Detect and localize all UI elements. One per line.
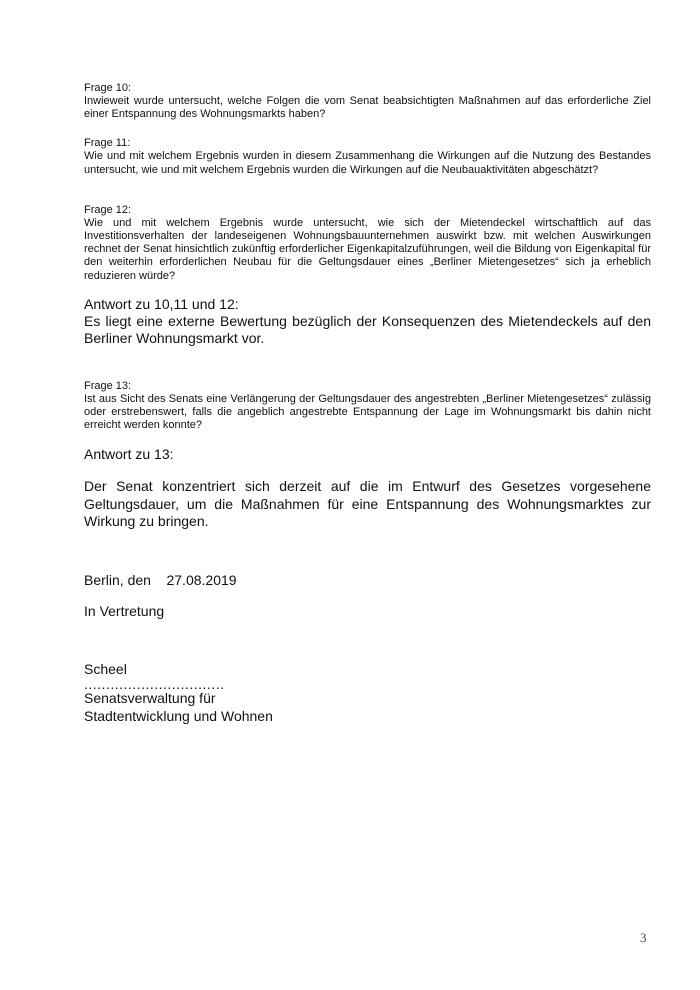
- office-line-2: Stadtentwicklung und Wohnen: [84, 707, 273, 724]
- question-10: [84, 82, 651, 121]
- answer-text: Es liegt eine externe Bewertung bezüglich der Konsequenzen des Mietendeckels auf den Berliner Wohnungsmarkt vor.: [84, 312, 651, 347]
- answer-13: [84, 446, 651, 531]
- signature-block: [84, 572, 651, 726]
- question-text: Ist aus Sicht des Senats eine Verlängerung der Geltungsdauer des angestrebten „Berliner Mietengesetzes“ zulässig oder erstrebenswert, falls die angeblich angestrebte Entspannung der Lage im Wohnungsmarkt bis dahin nicht erreicht werden konnte?: [84, 392, 651, 432]
- place-date: Berlin, den 27.08.2019: [84, 571, 237, 588]
- answer-text: Der Senat konzentriert sich derzeit auf die im Entwurf des Gesetzes vorgesehene Geltungsdauer, um die Maßnahmen für eine Entspannung des Wohnungsmarktes zur Wirkung zu bringen.: [84, 478, 651, 530]
- office-line-1: Senatsverwaltung für: [84, 690, 216, 707]
- page-number: 3: [640, 930, 647, 945]
- question-label: Frage 11:: [84, 137, 131, 150]
- signer-name: Scheel: [84, 660, 127, 677]
- document-page: [84, 82, 651, 725]
- answer-label: Antwort zu 10,11 und 12:: [84, 295, 239, 312]
- question-label: Frage 10:: [84, 82, 132, 94]
- signature-dots: ................................: [84, 676, 225, 693]
- question-13: [84, 380, 651, 433]
- answer-label: Antwort zu 13:: [84, 446, 174, 463]
- question-11: [84, 137, 651, 176]
- question-label: Frage 13:: [84, 379, 132, 392]
- question-12: [84, 204, 651, 283]
- question-label: Frage 12:: [84, 203, 132, 216]
- answer-10-11-12: [84, 296, 651, 348]
- question-text: Inwieweit wurde untersucht, welche Folgen die vom Senat beabsichtigten Maßnahmen auf das erforderliche Ziel einer Entspannung des Wohnungsmarkts haben?: [84, 95, 651, 121]
- question-text: Wie und mit welchem Ergebnis wurden in diesem Zusammenhang die Wirkungen auf die Nutzung des Bestandes untersucht, wie und mit welchem Ergebnis wurden die Wirkungen auf die Neubauaktivitäten abgeschätzt?: [84, 150, 651, 176]
- representation: In Vertretung: [84, 603, 165, 620]
- question-text: Wie und mit welchem Ergebnis wurde untersucht, wie sich der Mietendeckel wirtschaftlich auf das Investitionsverhalten der landeseigenen Wohnungsbauunternehmen auswirkt bzw. mit welchen Auswirkungen rechnet der Senat hinsichtlich zukünftig erforderlicher Eigenkapitalzuführungen, weil die Bildung von Eigenkapital für den weiterhin erforderlichen Neubau für die Geltungsdauer eines „Berliner Mietengesetzes“ sich ja erheblich reduzieren würde?: [84, 216, 651, 282]
